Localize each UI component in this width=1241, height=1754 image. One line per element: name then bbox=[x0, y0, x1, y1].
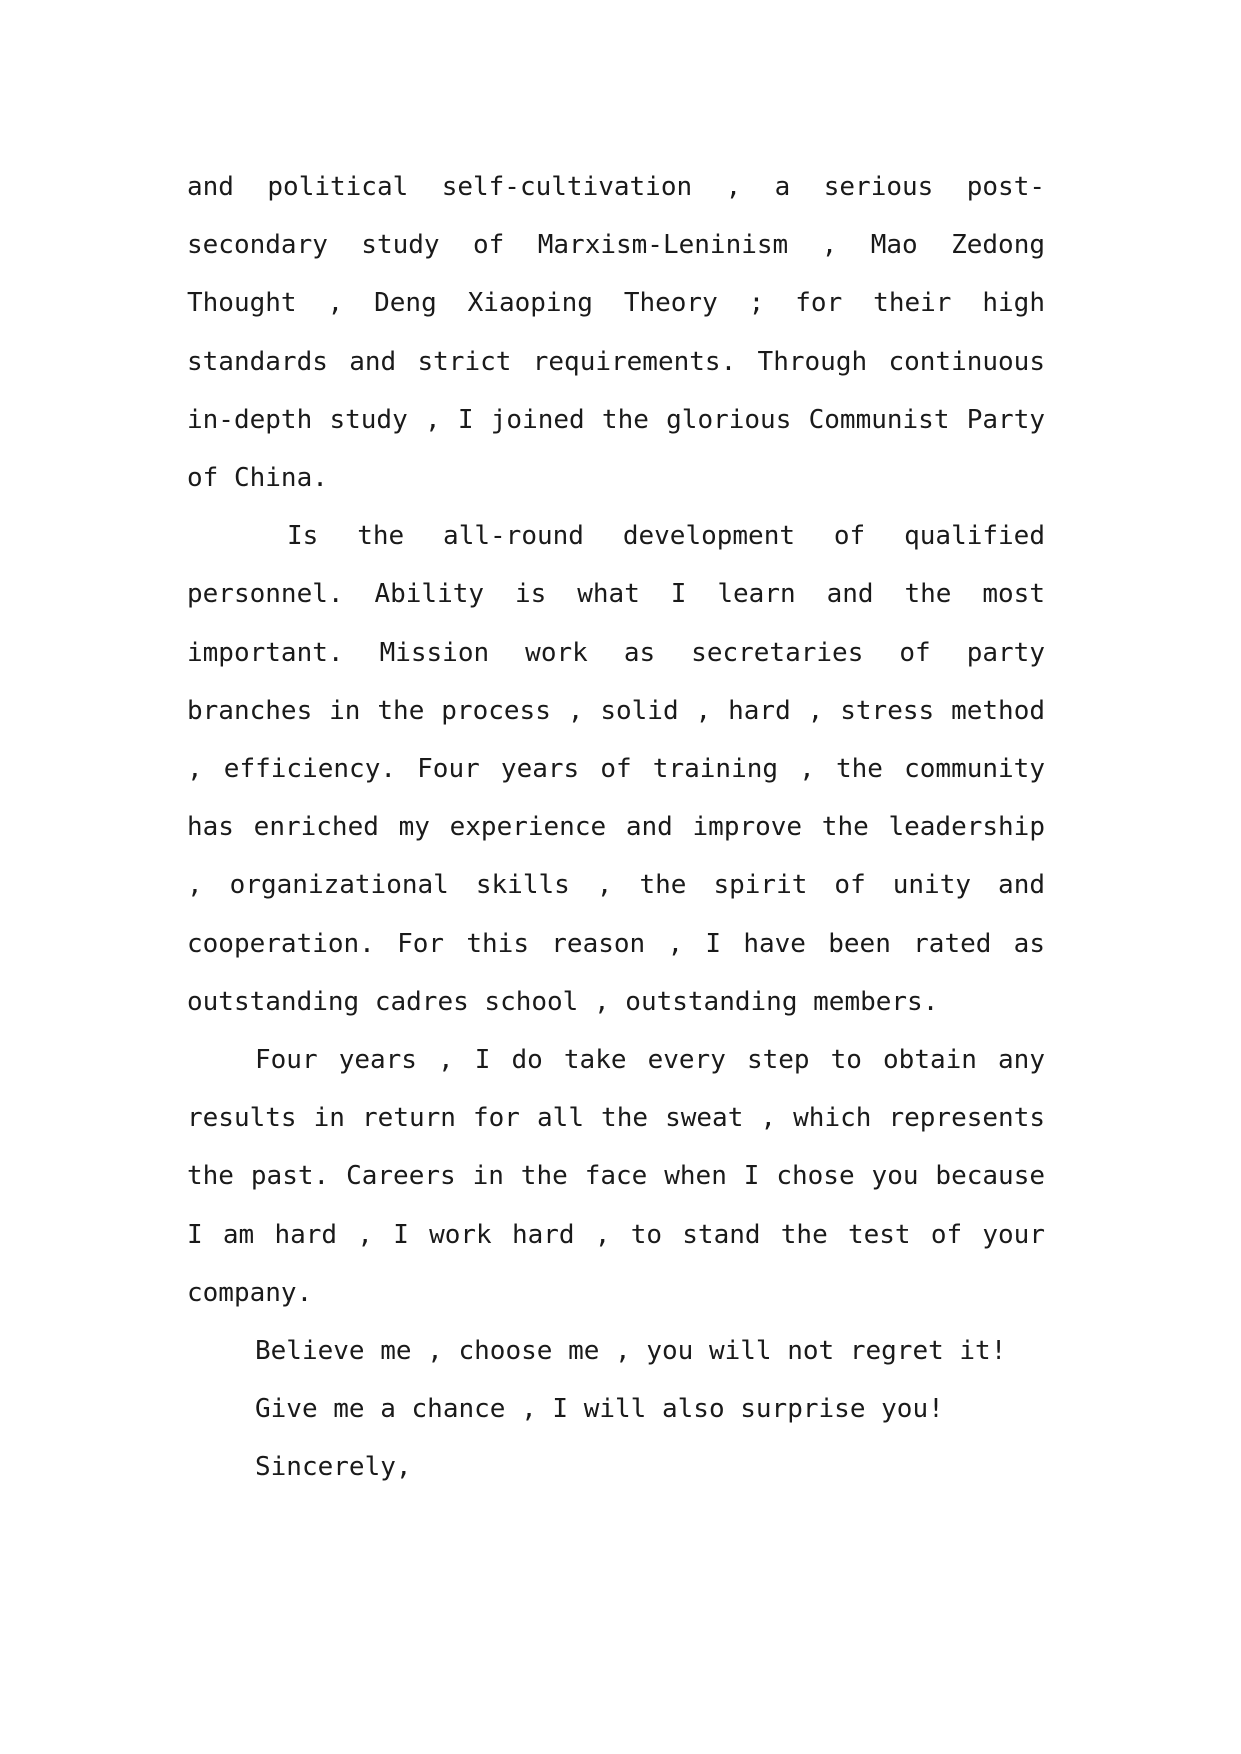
paragraph-development: Is the all-round development of qualified personnel. Ability is what I learn and the most important. Mission work as secretaries of party branches in the process , solid , hard , stress method , efficiency. Four years of training , the community has enriched my experience and improve the leadership , organizational skills , the spirit of unity and cooperation. For this reason , I have been rated as outstanding cadres school , outstanding members. bbox=[187, 521, 1045, 1017]
closing-line-believe: Believe me , choose me , you will not regret it! bbox=[255, 1336, 1007, 1367]
closing-line-chance: Give me a chance , I will also surprise you! bbox=[255, 1394, 944, 1425]
paragraph-party-study: and political self-cultivation , a serious post-secondary study of Marxism-Leninism , Mao Zedong Thought , Deng Xiaoping Theory ; for their high standards and strict requirements. Through continuous in-depth study , I joined the glorious Communist Party of China. bbox=[187, 172, 1045, 494]
paragraph-four-years: Four years , I do take every step to obtain any results in return for all the sweat , which represents the past. Careers in the face when I chose you because I am hard , I work hard , to stand the test of your company. bbox=[187, 1045, 1045, 1308]
closing-line-sincerely: Sincerely, bbox=[255, 1452, 412, 1483]
letter-body bbox=[187, 158, 1045, 1497]
